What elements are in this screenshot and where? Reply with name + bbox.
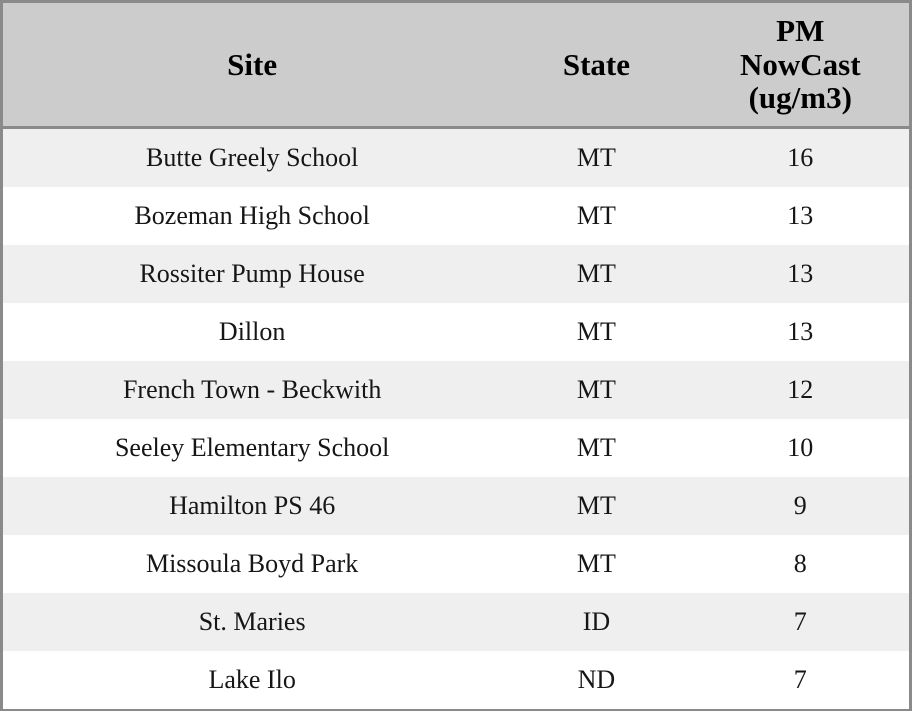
cell-pm-nowcast: 9: [692, 477, 909, 535]
cell-pm-nowcast: 12: [692, 361, 909, 419]
table-row: [3, 245, 909, 303]
cell-site: Bozeman High School: [3, 187, 501, 245]
table-row: [3, 127, 909, 187]
cell-state: MT: [501, 477, 691, 535]
pm-nowcast-table: [3, 3, 909, 709]
cell-state: MT: [501, 303, 691, 361]
table-row: [3, 303, 909, 361]
table-row: [3, 187, 909, 245]
cell-pm-nowcast: 7: [692, 593, 909, 651]
cell-site: Lake Ilo: [3, 651, 501, 709]
cell-pm-nowcast: 8: [692, 535, 909, 593]
cell-state: MT: [501, 419, 691, 477]
column-header-state: [501, 3, 691, 127]
cell-pm-nowcast: 13: [692, 303, 909, 361]
column-header-pm-line2: NowCast: [739, 46, 861, 82]
cell-state: MT: [501, 127, 691, 187]
column-header-site: [3, 3, 501, 127]
cell-state: ND: [501, 651, 691, 709]
cell-site: Seeley Elementary School: [3, 419, 501, 477]
cell-site: Hamilton PS 46: [3, 477, 501, 535]
table-row: [3, 593, 909, 651]
cell-site: Missoula Boyd Park: [3, 535, 501, 593]
table-row: [3, 361, 909, 419]
table-header: [3, 3, 909, 127]
column-header-pm-line3: (ug/m3): [748, 79, 852, 115]
table-row: [3, 651, 909, 709]
cell-pm-nowcast: 7: [692, 651, 909, 709]
cell-site: Butte Greely School: [3, 127, 501, 187]
table-row: [3, 477, 909, 535]
column-header-state-label: State: [562, 46, 630, 82]
cell-state: MT: [501, 361, 691, 419]
column-header-site-label: Site: [227, 46, 278, 82]
cell-site: Rossiter Pump House: [3, 245, 501, 303]
cell-pm-nowcast: 16: [692, 127, 909, 187]
cell-pm-nowcast: 13: [692, 245, 909, 303]
cell-site: French Town - Beckwith: [3, 361, 501, 419]
cell-state: MT: [501, 187, 691, 245]
cell-site: St. Maries: [3, 593, 501, 651]
table-row: [3, 535, 909, 593]
cell-site: Dillon: [3, 303, 501, 361]
table-body: [3, 127, 909, 709]
cell-state: MT: [501, 245, 691, 303]
column-header-pm-line1: PM: [776, 13, 825, 49]
cell-pm-nowcast: 10: [692, 419, 909, 477]
column-header-pm-nowcast: [692, 3, 909, 127]
cell-state: ID: [501, 593, 691, 651]
table-row: [3, 419, 909, 477]
table-header-row: [3, 3, 909, 127]
cell-state: MT: [501, 535, 691, 593]
cell-pm-nowcast: 13: [692, 187, 909, 245]
